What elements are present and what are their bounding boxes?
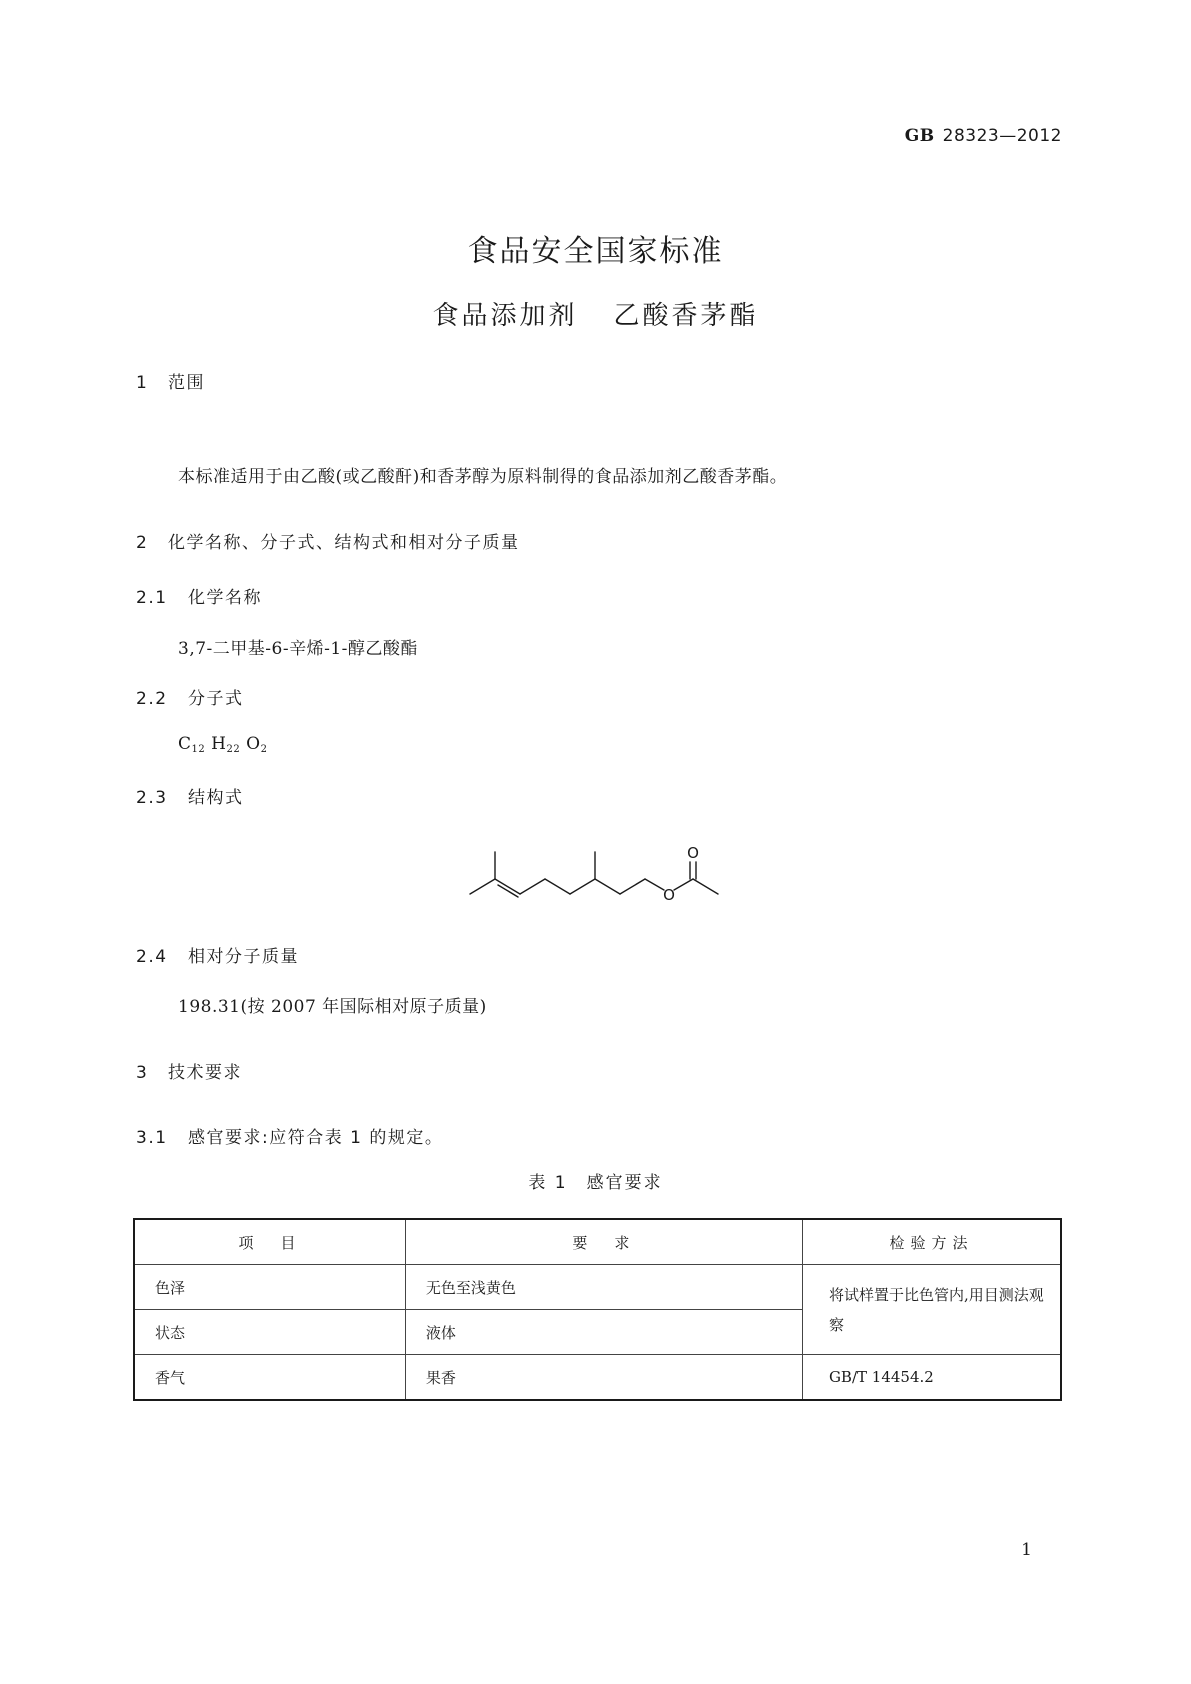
- section-number: 2.2: [136, 689, 168, 709]
- bond: [674, 879, 693, 890]
- section-title: 结构式: [188, 788, 244, 808]
- bond: [495, 879, 520, 894]
- section-number: 3.1: [136, 1128, 168, 1148]
- section-title: 化学名称: [188, 588, 262, 608]
- bond: [645, 879, 664, 890]
- bond: [545, 879, 570, 894]
- document-title: 食品安全国家标准: [467, 234, 724, 269]
- section-title: 化学名称、分子式、结构式和相对分子质量: [168, 533, 520, 553]
- element-o: O: [246, 734, 261, 754]
- section-title: 技术要求: [168, 1063, 242, 1083]
- section-number: 2: [136, 533, 149, 553]
- bond: [470, 879, 495, 894]
- standard-number: 28323—2012: [942, 126, 1062, 146]
- bond: [595, 879, 620, 894]
- section-3-1-heading: [136, 1123, 443, 1148]
- cell-method-merged: 将试样置于比色管内,用目测法观察: [802, 1265, 1061, 1355]
- molecular-mass: 198.31(按 2007 年国际相对原子质量): [178, 997, 487, 1017]
- subtitle-product: 乙酸香茅酯: [613, 301, 759, 331]
- section-number: 1: [136, 373, 149, 393]
- section-2-4-heading: [136, 942, 299, 967]
- section-number: 2.1: [136, 588, 168, 608]
- cell-requirement: 液体: [405, 1310, 802, 1355]
- section-2-1-heading: [136, 583, 262, 608]
- bond: [693, 879, 718, 894]
- carbonyl-oxygen-label: O: [687, 844, 699, 862]
- section-number: 2.3: [136, 788, 168, 808]
- structural-formula: [460, 840, 730, 920]
- chemical-name: 3,7-二甲基-6-辛烯-1-醇乙酸酯: [178, 639, 418, 659]
- table-caption: 表 1 感官要求: [528, 1173, 663, 1193]
- section-2-heading: [136, 528, 520, 553]
- table-header-row: [134, 1219, 1061, 1265]
- cell-method: GB/T 14454.2: [802, 1355, 1061, 1401]
- bond: [570, 879, 595, 894]
- section-2-2-heading: [136, 684, 244, 709]
- cell-item: 色泽: [134, 1265, 405, 1310]
- page-number: 1: [1021, 1540, 1032, 1560]
- subtitle-category: 食品添加剂: [432, 301, 578, 331]
- table-row: [134, 1355, 1061, 1401]
- standard-code: [905, 126, 1062, 146]
- document-subtitle: [0, 295, 1191, 332]
- header-item: 项 目: [134, 1219, 405, 1265]
- section-1-heading: [136, 368, 205, 393]
- header-method: 检验方法: [802, 1219, 1061, 1265]
- section-number: 3: [136, 1063, 149, 1083]
- section-title: 感官要求:应符合表 1 的规定。: [188, 1128, 444, 1148]
- section-title: 相对分子质量: [188, 947, 299, 967]
- section-title: 分子式: [188, 689, 244, 709]
- bond: [520, 879, 545, 894]
- subscript-o: 2: [260, 744, 268, 755]
- table-row: [134, 1265, 1061, 1310]
- section-3-heading: [136, 1058, 242, 1083]
- scope-paragraph: 本标准适用于由乙酸(或乙酸酐)和香茅醇为原料制得的食品添加剂乙酸香茅酯。: [178, 467, 788, 487]
- cell-item: 状态: [134, 1310, 405, 1355]
- molecular-formula: [178, 734, 267, 755]
- subscript-h: 22: [226, 744, 241, 755]
- element-h: H: [211, 734, 227, 754]
- header-requirement: 要 求: [405, 1219, 802, 1265]
- bond: [620, 879, 645, 894]
- section-number: 2.4: [136, 947, 168, 967]
- section-2-3-heading: [136, 783, 244, 808]
- ester-oxygen-label: O: [663, 886, 675, 904]
- cell-requirement: 无色至浅黄色: [405, 1265, 802, 1310]
- subscript-c: 12: [191, 744, 206, 755]
- standard-prefix: GB: [904, 126, 935, 146]
- cell-requirement: 果香: [405, 1355, 802, 1401]
- cell-item: 香气: [134, 1355, 405, 1401]
- sensory-requirements-table: [133, 1218, 1062, 1401]
- section-title: 范围: [168, 373, 205, 393]
- element-c: C: [178, 734, 192, 754]
